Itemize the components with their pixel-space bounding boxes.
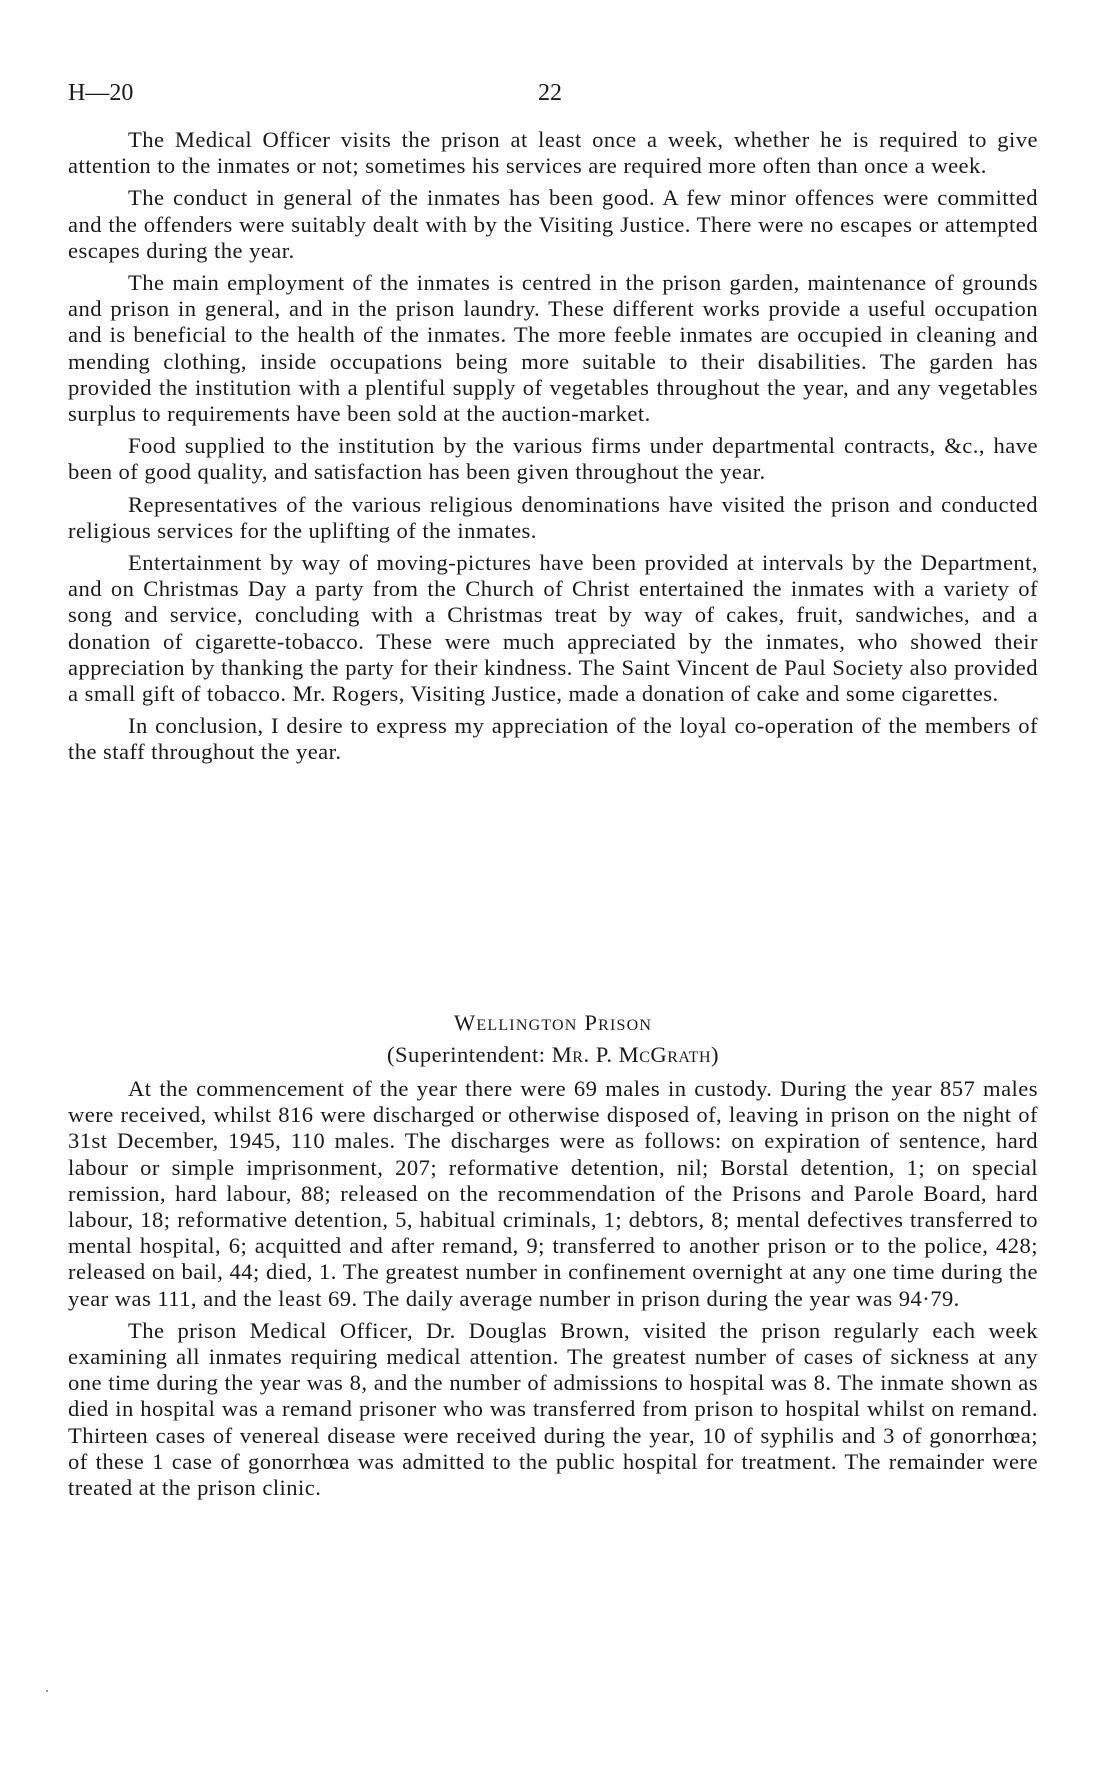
report-body-top — [68, 127, 1038, 772]
paragraph-employment: The main employment of the inmates is centred in the prison garden, maintenance of grounds and prison in general, and in the prison laundry. These different works provide a useful occupation and is beneficial to the health of the inmates. The more feeble inmates are occupied in cleaning and mending clothing, inside occupations being more suitable to their disabilities. The garden has provided the institution with a plentiful supply of vegetables throughout the year, and any vegetables surplus to requirements have been sold at the auction-market. — [68, 270, 1038, 427]
section-heading: Wellington Prison — [453, 1010, 653, 1035]
paragraph-food-supply: Food supplied to the institution by the various firms under departmental contracts, &c., have been of good quality, and satisfaction has been given throughout the year. — [68, 433, 1038, 485]
section-subheading — [68, 1042, 1038, 1068]
page-header — [68, 80, 1038, 120]
subheading-suffix: ) — [711, 1042, 720, 1067]
subheading-prefix: (Superintendent: — [386, 1042, 552, 1067]
wellington-prison-section — [68, 1010, 1038, 1507]
document-page — [68, 80, 1038, 1501]
scan-speck — [46, 1690, 48, 1692]
paragraph-religious-services: Representatives of the various religious denominations have visited the prison and conducted religious services for the uplifting of the inmates. — [68, 491, 1038, 543]
paragraph-medical-report: The prison Medical Officer, Dr. Douglas Brown, visited the prison regularly each week examining all inmates requiring medical attention. The greatest number of cases of sickness at any one time during the year was 8, and the number of admissions to hospital was 8. The inmate shown as died in hospital was a remand prisoner who was transferred from prison to hospital whilst on remand. Thirteen cases of venereal disease were received during the year, 10 of syphilis and 3 of gonorrhœa; of these 1 case of gonorrhœa was admitted to the public hospital for treatment. The remainder were treated at the prison clinic. — [68, 1317, 1038, 1501]
paragraph-medical-officer: The Medical Officer visits the prison at least once a week, whether he is required to give attention to the inmates or not; sometimes his services are required more often than once a week. — [68, 127, 1038, 179]
paragraph-custody-statistics: At the commencement of the year there were 69 males in custody. During the year 857 males were received, whilst 816 were discharged or otherwise disposed of, leaving in prison on the night of 31st December, 1945, 110 males. The discharges were as follows: on expiration of sentence, hard labour or simple imprisonment, 207; reformative detention, nil; Borstal detention, 1; on special remission, hard labour, 88; released on the recommendation of the Prisons and Parole Board, hard labour, 18; reformative detention, 5, habitual criminals, 1; debtors, 8; mental defectives transferred to mental hospital, 6; acquitted and after remand, 9; transferred to another prison or to the police, 428; released on bail, 44; died, 1. The greatest number in confinement overnight at any one time during the year was 111, and the least 69. The daily average number in prison during the year was 94·79. — [68, 1076, 1038, 1311]
paragraph-conclusion: In conclusion, I desire to express my appreciation of the loyal co-operation of the members of the staff throughout the year. — [68, 713, 1038, 765]
paragraph-entertainment: Entertainment by way of moving-pictures have been provided at intervals by the Department, and on Christmas Day a party from the Church of Christ entertained the inmates with a variety of song and service, concluding with a Christmas treat by way of cakes, fruit, sandwiches, and a donation of cigarette-tobacco. These were much appreciated by the inmates, who showed their appreciation by thanking the party for their kindness. The Saint Vincent de Paul Society also provided a small gift of tobacco. Mr. Rogers, Visiting Justice, made a donation of cake and some cigarettes. — [68, 550, 1038, 707]
superintendent-name: Mr. P. McGrath — [551, 1042, 711, 1067]
document-reference: H—20 — [68, 80, 134, 106]
page-number: 22 — [538, 80, 562, 106]
paragraph-conduct: The conduct in general of the inmates has been good. A few minor offences were committed and the offenders were suitably dealt with by the Visiting Justice. There were no escapes or attempted escapes during the year. — [68, 185, 1038, 263]
